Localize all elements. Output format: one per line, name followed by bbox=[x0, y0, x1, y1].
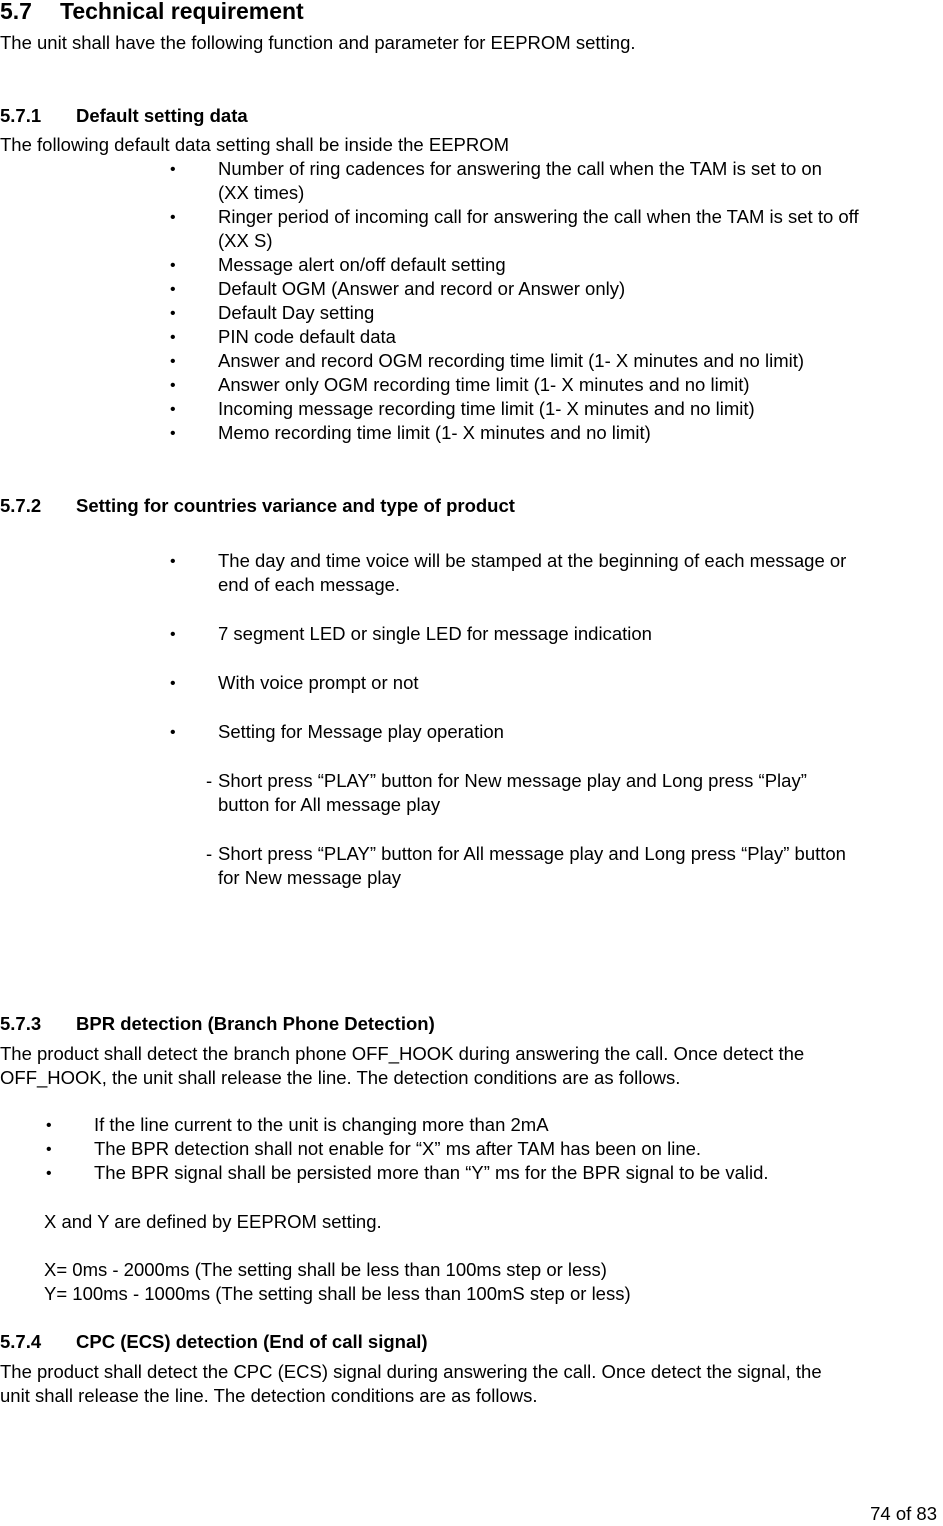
bullet-icon: • bbox=[170, 675, 176, 692]
sub-list-item: Short press “PLAY” button for All message play and Long press “Play” button bbox=[218, 843, 846, 864]
bullet-icon: • bbox=[170, 329, 176, 346]
bullet-icon: • bbox=[170, 209, 176, 226]
bullet-icon: • bbox=[46, 1141, 52, 1158]
subsection-title-572: Setting for countries variance and type of product bbox=[76, 495, 515, 516]
subsection-number-571: 5.7.1 bbox=[0, 105, 42, 126]
sub-list-item: Short press “PLAY” button for New message play and Long press “Play” bbox=[218, 770, 807, 791]
list-item: Setting for Message play operation bbox=[218, 721, 504, 742]
bullet-icon: • bbox=[170, 353, 176, 370]
list-item-cont: (XX S) bbox=[218, 230, 273, 251]
subsection-number-574: 5.7.4 bbox=[0, 1331, 42, 1352]
list-item: With voice prompt or not bbox=[218, 672, 419, 693]
subsection-title-574: CPC (ECS) detection (End of call signal) bbox=[76, 1331, 428, 1352]
subsection-intro-571: The following default data setting shall be inside the EEPROM bbox=[0, 134, 510, 155]
list-item: Answer and record OGM recording time limit (1- X minutes and no limit) bbox=[218, 350, 805, 371]
bullet-icon: • bbox=[170, 161, 176, 178]
subsection-title-573: BPR detection (Branch Phone Detection) bbox=[76, 1013, 435, 1034]
list-item-cont: end of each message. bbox=[218, 574, 401, 595]
paragraph-line: OFF_HOOK, the unit shall release the line. The detection conditions are as follows. bbox=[0, 1067, 681, 1088]
paragraph-line: unit shall release the line. The detection conditions are as follows. bbox=[0, 1385, 538, 1406]
bullet-icon: • bbox=[170, 724, 176, 741]
list-item: The BPR detection shall not enable for “X” ms after TAM has been on line. bbox=[94, 1138, 702, 1159]
dash-icon: - bbox=[206, 843, 213, 864]
definition-line: Y= 100ms - 1000ms (The setting shall be less than 100mS step or less) bbox=[44, 1283, 631, 1304]
list-item: Incoming message recording time limit (1- X minutes and no limit) bbox=[218, 398, 755, 419]
list-item-cont: (XX times) bbox=[218, 182, 305, 203]
definition-line: X= 0ms - 2000ms (The setting shall be less than 100ms step or less) bbox=[44, 1259, 607, 1280]
sub-list-item-cont: button for All message play bbox=[218, 794, 441, 815]
subsection-title-571: Default setting data bbox=[76, 105, 248, 126]
list-item: The day and time voice will be stamped at the beginning of each message or bbox=[218, 550, 847, 571]
list-item: If the line current to the unit is changing more than 2mA bbox=[94, 1114, 549, 1135]
bullet-icon: • bbox=[170, 281, 176, 298]
section-title: Technical requirement bbox=[60, 0, 304, 24]
list-item: Answer only OGM recording time limit (1- X minutes and no limit) bbox=[218, 374, 750, 395]
bullet-icon: • bbox=[170, 377, 176, 394]
bullet-icon: • bbox=[46, 1117, 52, 1134]
list-item: Number of ring cadences for answering the call when the TAM is set to on bbox=[218, 158, 822, 179]
list-item: Default OGM (Answer and record or Answer only) bbox=[218, 278, 626, 299]
list-item: Message alert on/off default setting bbox=[218, 254, 506, 275]
bullet-icon: • bbox=[170, 401, 176, 418]
section-intro: The unit shall have the following function and parameter for EEPROM setting. bbox=[0, 32, 636, 53]
subsection-number-572: 5.7.2 bbox=[0, 495, 42, 516]
list-item: Memo recording time limit (1- X minutes and no limit) bbox=[218, 422, 651, 443]
list-item: Default Day setting bbox=[218, 302, 375, 323]
bullet-icon: • bbox=[170, 305, 176, 322]
bullet-icon: • bbox=[170, 553, 176, 570]
list-item: 7 segment LED or single LED for message indication bbox=[218, 623, 652, 644]
list-item: The BPR signal shall be persisted more than “Y” ms for the BPR signal to be valid. bbox=[94, 1162, 769, 1183]
sub-list-item-cont: for New message play bbox=[218, 867, 402, 888]
bullet-icon: • bbox=[170, 257, 176, 274]
list-item: Ringer period of incoming call for answering the call when the TAM is set to off bbox=[218, 206, 859, 227]
bullet-icon: • bbox=[170, 425, 176, 442]
page-number: 74 of 83 bbox=[870, 1503, 937, 1524]
subsection-number-573: 5.7.3 bbox=[0, 1013, 42, 1034]
paragraph-line: The product shall detect the CPC (ECS) signal during answering the call. Once detect the signal, the bbox=[0, 1361, 822, 1382]
paragraph-line: The product shall detect the branch phone OFF_HOOK during answering the call. Once detect the bbox=[0, 1043, 805, 1064]
list-item: PIN code default data bbox=[218, 326, 396, 347]
bullet-icon: • bbox=[46, 1165, 52, 1182]
dash-icon: - bbox=[206, 770, 213, 791]
bullet-icon: • bbox=[170, 626, 176, 643]
note-text: X and Y are defined by EEPROM setting. bbox=[44, 1211, 382, 1232]
section-number: 5.7 bbox=[0, 0, 32, 24]
